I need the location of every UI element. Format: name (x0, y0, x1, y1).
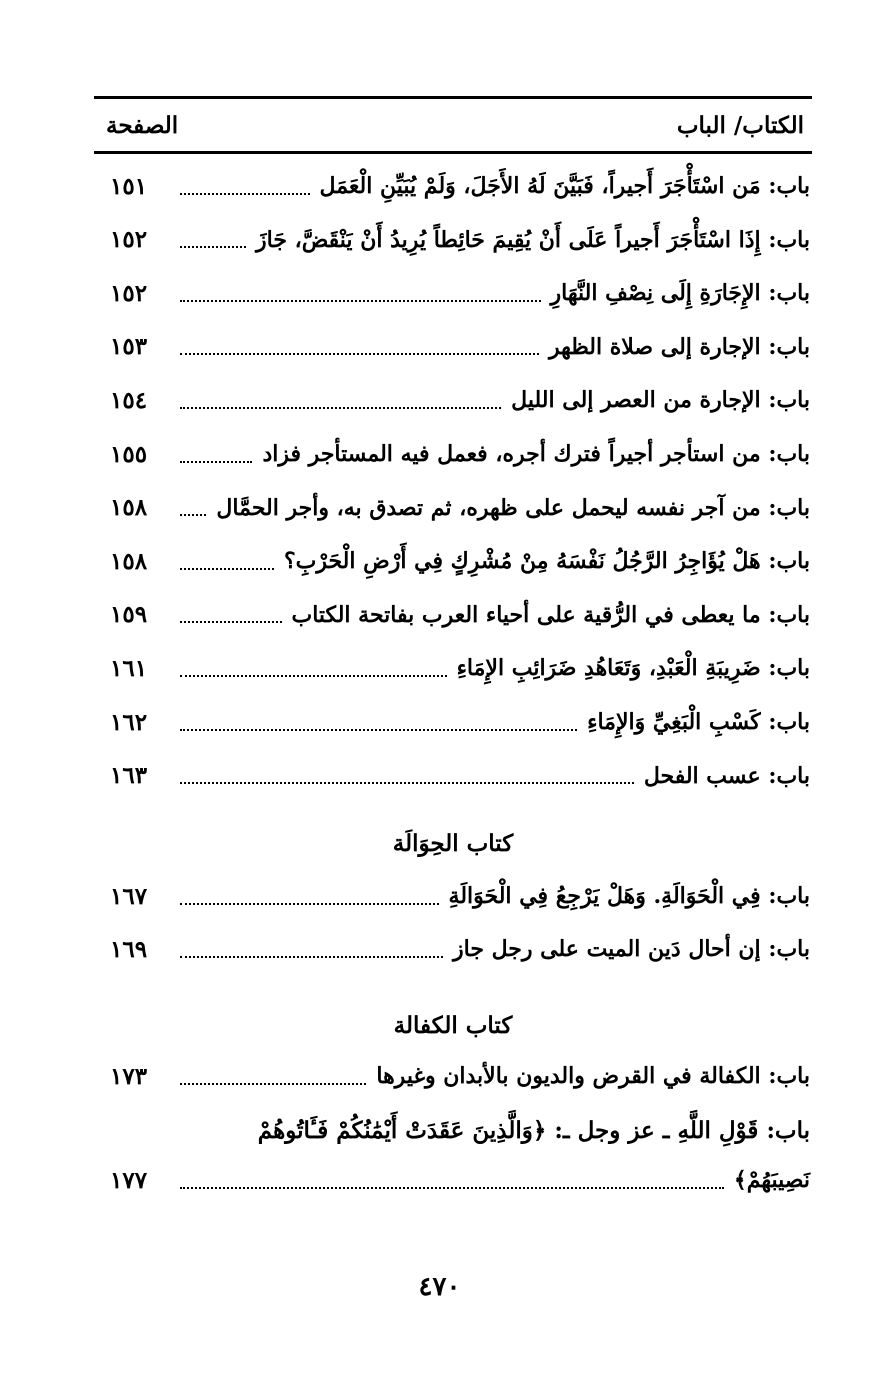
entry-title (443, 883, 810, 909)
leader-dots (180, 299, 541, 302)
entry-page-number: ١٥٢ (110, 279, 148, 307)
entry-prefix: باب: (768, 548, 810, 575)
entry-prefix: باب: (768, 173, 810, 199)
entry-title-text: ضَرِيبَةِ الْعَبْدِ، وَتَعَاهُدِ ضَرَائِبِ الإِمَاءِ (456, 655, 761, 682)
entry-title (370, 1063, 810, 1089)
leader-dots (180, 245, 246, 248)
entry-title-text: إِذَا اسْتَأْجَرَ أَجيراً عَلَى أَنْ يُقِيمَ حَائِطاً يُرِيدُ أَنْ يَنْقَضَّ، جَازَ (256, 226, 761, 253)
entry-title-text: الإجارة من العصر إلى الليل (511, 387, 761, 414)
leader-dots (180, 352, 539, 355)
entry-title-text: إن أحال دَين الميت على رجل جاز (453, 936, 761, 962)
entry-title (278, 548, 810, 574)
leader-dots (180, 513, 206, 516)
toc-entry[interactable] (110, 541, 810, 581)
entry-title (505, 387, 810, 413)
entry-title (210, 495, 810, 521)
entry-title-text: الإِجَارَةِ إِلَى نِصْفِ النَّهَارِ (550, 280, 761, 307)
leader-dots (180, 674, 447, 677)
page-folio-number: ٤٧٠ (418, 1272, 461, 1302)
entry-page-number: ١٥٤ (110, 386, 148, 414)
entry-title (256, 441, 810, 467)
toc-entry[interactable] (110, 327, 810, 367)
entry-page-number: ١٥٥ (110, 440, 148, 468)
entry-prefix: باب: (768, 601, 810, 628)
entry-prefix: باب: (766, 1116, 810, 1144)
leader-dots (180, 902, 439, 905)
page-column-label: الصفحة (106, 111, 179, 139)
leader-dots (180, 192, 310, 195)
leader-dots (180, 728, 577, 731)
entry-title-text: هَلْ يُؤَاجِرُ الرَّجُلُ نَفْسَهُ مِنْ مُشْرِكٍ فِي أَرْضِ الْحَرْبِ؟ (283, 548, 761, 575)
entry-page-number: ١٥١ (110, 172, 148, 200)
toc-entry[interactable] (110, 756, 810, 796)
leader-dots (180, 1186, 724, 1189)
entry-page-number: ١٦٢ (110, 708, 148, 736)
entry-page-number: ١٦٩ (110, 935, 148, 963)
entry-page-number: ١٧٧ (110, 1166, 148, 1194)
entry-prefix: باب: (768, 226, 810, 253)
entry-title (451, 655, 810, 681)
toc-entry[interactable] (110, 648, 810, 688)
entry-title-text: الإجارة إلى صلاة الظهر (548, 333, 761, 360)
entry-page-number: ١٥٢ (110, 226, 148, 254)
leader-dots (180, 781, 634, 784)
entry-page-number: ١٥٨ (110, 547, 148, 575)
entry-page-number: ١٧٣ (110, 1062, 148, 1090)
toc-entry[interactable] (110, 434, 810, 474)
entry-title (250, 227, 810, 253)
entry-title (581, 709, 810, 735)
entry-prefix: باب: (768, 936, 810, 962)
leader-dots (180, 460, 252, 463)
table-header (94, 96, 812, 154)
entry-title (638, 763, 810, 789)
toc-entry[interactable] (110, 273, 810, 313)
entry-title-text: عسب الفحل (643, 762, 761, 789)
entry-page-number: ١٦٣ (110, 762, 148, 790)
toc-entry[interactable] (110, 166, 810, 206)
entry-title (447, 936, 810, 962)
entry-title-text: كَسْبِ الْبَغِيِّ وَالإِمَاءِ (587, 709, 761, 735)
entry-title-text: من آجر نفسه ليحمل على ظهره، ثم تصدق به، وأجر الحمَّال (216, 494, 761, 521)
toc-entry[interactable] (110, 1056, 810, 1096)
toc-entry[interactable] (110, 220, 810, 260)
section-title-kafala: كتاب الكفالة (393, 1012, 513, 1039)
toc-entry[interactable] (110, 488, 810, 528)
entry-prefix: باب: (768, 387, 810, 414)
entry-prefix: باب: (768, 655, 810, 682)
leader-dots (180, 567, 274, 570)
leader-dots (180, 955, 443, 958)
toc-entry[interactable] (110, 702, 810, 742)
entry-prefix: باب: (768, 280, 810, 307)
entry-title-text: فِي الْحَوَالَةِ. وَهَلْ يَرْجِعُ فِي الْحَوَالَةِ (448, 883, 761, 909)
chapter-column-label: الكتاب/ الباب (676, 111, 804, 139)
entry-prefix: باب: (768, 883, 810, 909)
entry-prefix: باب: (768, 1063, 810, 1089)
leader-dots (180, 1082, 366, 1085)
entry-page-number: ١٥٨ (110, 494, 148, 522)
entry-title (286, 602, 811, 628)
toc-entry[interactable] (110, 380, 810, 420)
toc-entry[interactable] (110, 595, 810, 635)
leader-dots (180, 406, 501, 409)
entry-page-number: ١٥٣ (110, 333, 148, 361)
entry-title-text: الكفالة في القرض والديون بالأبدان وغيرها (376, 1063, 761, 1089)
entry-prefix: باب: (768, 709, 810, 735)
entry-title (545, 280, 810, 306)
entry-prefix: باب: (768, 441, 810, 467)
section-title-hawala: كتاب الحِوَالَة (392, 830, 514, 857)
entry-title-text: من استأجر أجيراً فترك أجره، فعمل فيه المستأجر فزاد (262, 441, 761, 467)
toc-entry[interactable] (110, 929, 810, 969)
entry-page-number: ١٥٩ (110, 601, 148, 629)
entry-prefix: باب: (768, 762, 810, 789)
entry-page-number: ١٦٧ (110, 882, 148, 910)
leader-dots (180, 620, 282, 623)
entry-title-line2: نَصِيبَهُمْ﴾ (733, 1167, 810, 1193)
toc-entry[interactable] (110, 876, 810, 916)
entry-title (314, 173, 810, 199)
entry-page-number: ١٦١ (110, 654, 148, 682)
entry-title (543, 334, 810, 360)
entry-title-line1: قَوْلِ اللَّهِ ـ عز وجل ـ: ﴿وَالَّذِينَ عَقَدَتْ أَيْمَٰنُكُمْ فَـَٔاتُوهُمْ (257, 1116, 759, 1144)
entry-prefix: باب: (768, 494, 810, 521)
toc-entry-multiline-line2[interactable] (110, 1160, 810, 1200)
entry-title-text: مَن اسْتَأْجَرَ أَجيراً، فَبَيَّنَ لَهُ الأَجَلَ، وَلَمْ يُبَيِّنِ الْعَمَل (319, 173, 761, 199)
toc-entry-multiline-line1[interactable] (110, 1110, 810, 1150)
entry-title-text: ما يعطى في الرُّقية على أحياء العرب بفاتحة الكتاب (291, 601, 761, 628)
entry-prefix: باب: (768, 333, 810, 360)
